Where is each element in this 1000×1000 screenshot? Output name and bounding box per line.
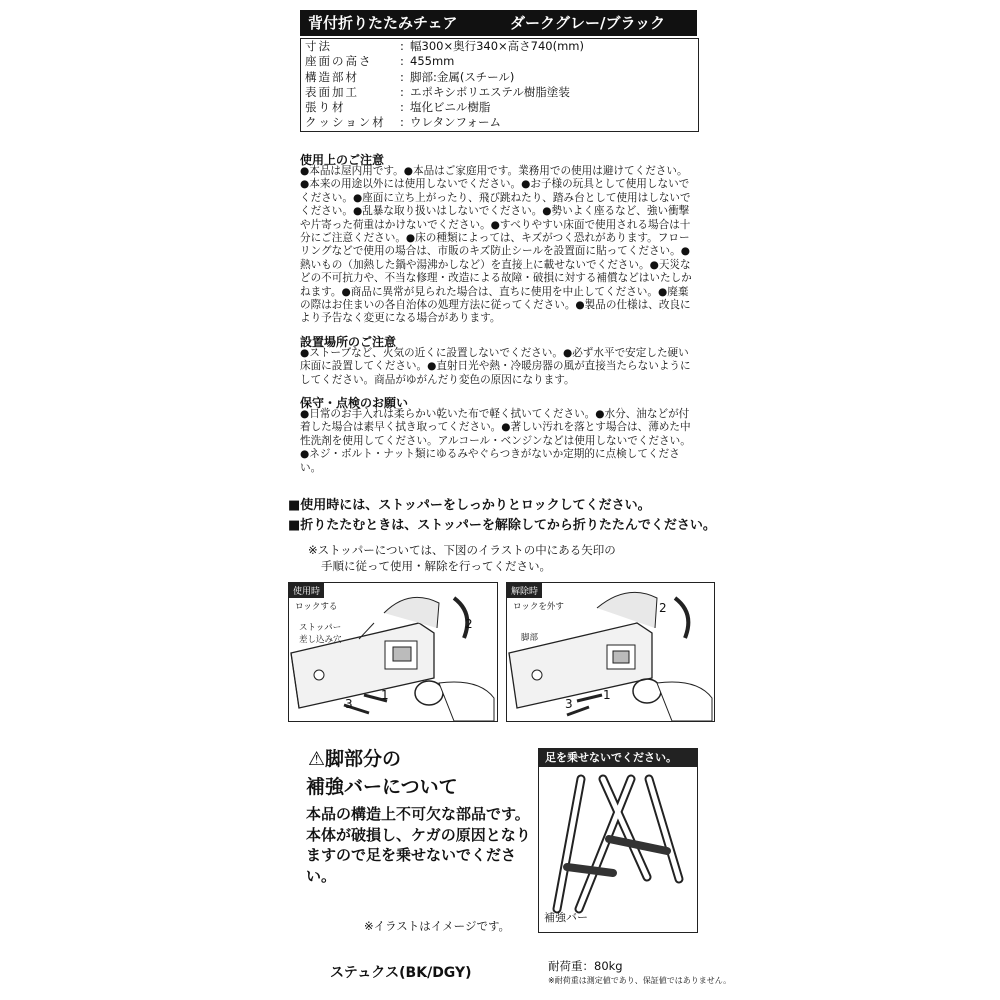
label-unlock: ロックを外す xyxy=(513,602,564,612)
step-number: 2 xyxy=(465,617,473,631)
step-number: 1 xyxy=(381,688,389,702)
spec-key: 張り材 xyxy=(305,100,346,115)
no-feet-warning: 足を乗せないでください。 xyxy=(539,749,697,767)
label-insert-hole: 差し込み穴 xyxy=(299,635,342,645)
spec-row: 構造部材 : 脚部:金属(スチール) xyxy=(301,70,698,85)
placement-caution-body: ●ストーブなど、火気の近くに設置しないでください。●必ず水平で安定した硬い床面に設置してください。●直射日光や熱・冷暖房器の風が直接当たらないようにしてください。商品がゆがんだり変色の原因になります。 xyxy=(300,347,691,386)
spec-value: 幅300×奥行340×高さ740(mm) xyxy=(410,39,584,53)
illustration-use-tag: 使用時 xyxy=(289,583,324,598)
chair-legs-drawing xyxy=(539,749,697,932)
product-color: ダークグレー/ブラック xyxy=(510,14,666,32)
label-lock: ロックする xyxy=(295,602,338,612)
reinforce-bar-label: 補強バー xyxy=(544,911,588,924)
maintenance-title: 保守・点検のお願い xyxy=(300,396,409,410)
image-note: ※イラストはイメージです。 xyxy=(364,919,511,933)
product-model: ステュクス(BK/DGY) xyxy=(330,965,472,981)
reinforce-title-1: ⚠脚部分の xyxy=(308,748,402,770)
spec-row: 表面加工 : エポキシポリエステル樹脂塗装 xyxy=(301,85,698,100)
spec-value: 塩化ビニル樹脂 xyxy=(410,100,491,115)
product-title: 背付折りたたみチェア xyxy=(308,14,458,32)
spec-row: 張り材 : 塩化ビニル樹脂 xyxy=(301,100,698,115)
product-header xyxy=(300,10,697,36)
load-note: ※耐荷重は測定値であり、保証値ではありません。 xyxy=(548,976,732,985)
stopper-note-2: 手順に従って使用・解除を行ってください。 xyxy=(321,559,551,573)
placement-caution-title: 設置場所のご注意 xyxy=(300,335,397,349)
label-leg: 脚部 xyxy=(521,633,539,643)
step-number: 3 xyxy=(345,697,353,711)
spec-value: 455mm xyxy=(410,54,455,69)
usage-caution-title: 使用上のご注意 xyxy=(300,153,385,167)
spec-value: エポキシポリエステル樹脂塗装 xyxy=(410,84,570,99)
usage-caution-body: ●本品は屋内用です。●本品はご家庭用です。業務用での使用は避けてください。●本来の用途以外には使用しないでください。●お子様の玩具として使用しないでください。●座面に立ち上がったり、飛び跳ねたり、踏み台として使用はしないでください。●乱暴な取り扱いはしないでください。●勢いよく座るなど、強い衝撃や片寄った荷重はかけないでください。●すべりやすい床面で使用される場合は十分にご注意ください。●床の種類によっては、キズがつく恐れがあります。フローリングなどで使用の場合は、市販のキズ防止シールを設置面に貼ってください。●熱いもの（加熱した鍋や湯沸かしなど）を直接上に載せないでください。●天災などの不可抗力や、不当な修理・改造による故障・破損に対する補償などはいたしかねます。●商品に異常が見られた場合は、直ちに使用を中止してください。●廃棄の際はお住まいの各自治体の処理方法に従ってください。●製品の仕様は、改良により予告なく変更になる場合があります。 xyxy=(300,165,692,325)
legs-illustration xyxy=(538,748,698,933)
spec-row: 座面の高さ : 455mm xyxy=(301,54,698,69)
step-number: 2 xyxy=(659,601,667,615)
spec-key: 座面の高さ xyxy=(305,54,373,69)
reinforce-body: 本品の構造上不可欠な部品です。本体が破損し、ケガの原因となりますので足を乗せないでください。 xyxy=(306,805,531,885)
illustration-release xyxy=(506,582,715,722)
spec-key: 寸法 xyxy=(305,39,332,53)
spec-key: クッション材 xyxy=(305,115,386,130)
reinforce-title-2: 補強バーについて xyxy=(306,776,458,798)
spec-table xyxy=(300,38,699,132)
spec-value: 脚部:金属(スチール) xyxy=(410,69,515,84)
spec-value: ウレタンフォーム xyxy=(410,115,501,130)
instruction-fold: ■折りたたむときは、ストッパーを解除してから折りたたんでください。 xyxy=(288,518,716,533)
step-number: 1 xyxy=(603,688,611,702)
maintenance-body: ●日常のお手入れは柔らかい乾いた布で軽く拭いてください。●水分、油などが付着した場合は素早く拭き取ってください。●著しい汚れを落とす場合は、薄めた中性洗剤を使用してください。アルコール・ベンジンなどは使用しないでください。●ネジ・ボルト・ナット類にゆるみやぐらつきがないか定期的に点検してください。 xyxy=(300,408,691,474)
step-number: 3 xyxy=(565,697,573,711)
load-capacity: 耐荷重：80kg xyxy=(548,959,623,973)
spec-key: 構造部材 xyxy=(305,69,359,84)
stopper-note-1: ※ストッパーについては、下図のイラストの中にある矢印の xyxy=(308,543,616,557)
spec-key: 表面加工 xyxy=(305,84,359,99)
label-stopper: ストッパー xyxy=(299,623,342,633)
instruction-lock: ■使用時には、ストッパーをしっかりとロックしてください。 xyxy=(288,498,651,513)
spec-row: 寸法 : 幅300×奥行340×高さ740(mm) xyxy=(301,39,698,54)
spec-row: クッション材 : ウレタンフォーム xyxy=(301,115,698,130)
illustration-use xyxy=(288,582,498,722)
illustration-release-tag: 解除時 xyxy=(507,583,542,598)
